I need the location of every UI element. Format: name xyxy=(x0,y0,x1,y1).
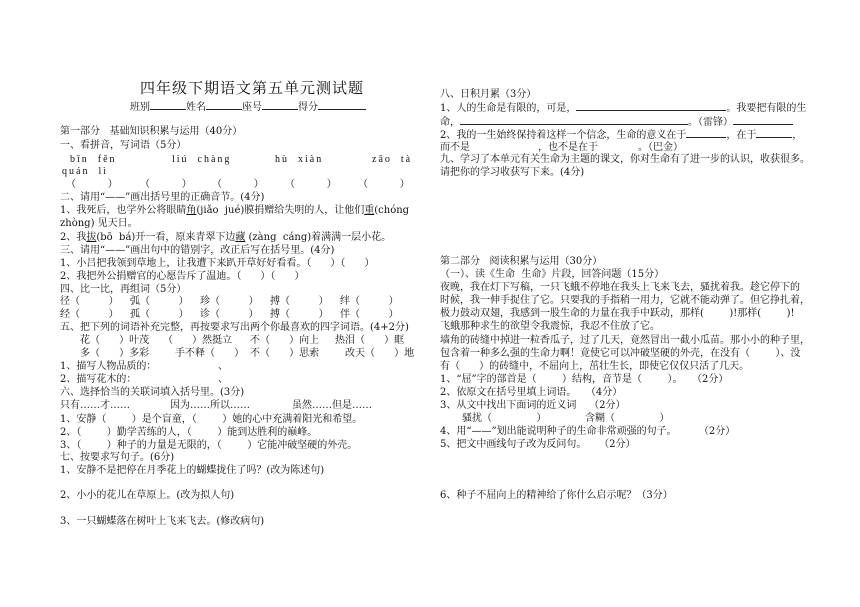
q3-sentence-2: 2、我把外公捐赠官的心愿告斥了温迪。（ ）（ ） xyxy=(60,271,305,282)
idiom-item: 手不释（ ） xyxy=(175,348,245,359)
fill-blank xyxy=(576,101,726,111)
word-pair-item: 径（ ） xyxy=(60,296,119,307)
pinyin-item: bīn fēn xyxy=(70,154,117,165)
reading-question-1: 1、“屈”字的部首是（ ）结构，音节是（ ）。 （2分） xyxy=(440,374,729,385)
q3-title: 三、请用“——”画出句中的错别字，改正后写在括号里。(4分) xyxy=(60,245,335,256)
q6-sentence-1: 1、安静（ ）是个盲童，（ ）她的心中充满着阳光和希望。 xyxy=(60,414,363,425)
q4-title: 四、比一比，再组词（5分） xyxy=(60,284,187,295)
fill-blank xyxy=(756,128,792,138)
q7-sentence-1: 1、安静不是把停在月季花上的蝴蝶拢住了吗？(改为陈述句) xyxy=(60,465,325,476)
passage-line: 墙角的砖缝中掉进一粒香瓜子，过了几天，竟然冒出一截小瓜苗。那小小的种子里， xyxy=(440,335,810,346)
idiom-item: 不（ ）向上 xyxy=(250,335,320,346)
reading-question-3: 3、从文中找出下面词的近义词 （2分） xyxy=(440,400,626,411)
sentence-text: 而不是 xyxy=(440,142,470,153)
fill-gap xyxy=(470,141,538,150)
passage-line: 包含着一种多么强的生命力啊！竟使它可以冲破坚硬的外壳，在没有（ ）、没 xyxy=(440,348,801,359)
reading-title: （一）、读《生命 生命》片段，回答问题（15分） xyxy=(440,269,665,280)
sentence-text: 1、人的生命是有限的，可是， xyxy=(440,103,577,114)
passage-line: 极力鼓动双翅，我感到一股生命的力量在我手中跃动，那样( )!那样( )! xyxy=(440,308,795,319)
student-info-line xyxy=(130,100,366,114)
class-label: 班别 xyxy=(130,102,150,113)
q5-separator: 、 xyxy=(218,361,228,372)
synonym-item: 含糊（ ） xyxy=(585,413,670,424)
answer-box: （ ） xyxy=(140,179,192,190)
reading-question-4: 4、用“——”划出能说明种子的生命非常顽强的句子。 （2分） xyxy=(440,426,736,437)
q6-sentence-3: 3、（ ）种子的力量是无限的，（ ）它能冲破坚硬的外壳。 xyxy=(60,440,358,451)
fill-blank xyxy=(206,100,242,110)
q2-title: 二、请用“——”画出括号里的正确音节。(4分) xyxy=(60,192,265,203)
sentence-text: 2、我 xyxy=(60,232,87,243)
name-label: 姓名 xyxy=(186,102,206,113)
q5-answer-1: 1、描写人物品质的： xyxy=(60,361,157,372)
q7-sentence-2: 2、小小的花儿在草原上。(改为拟人句) xyxy=(60,490,235,501)
q8-line-1 xyxy=(440,101,806,115)
fill-blank xyxy=(150,100,186,110)
answer-box: （ ） xyxy=(358,179,410,190)
word-pair-item: 孤（ ） xyxy=(130,309,189,320)
fill-blank xyxy=(460,115,688,125)
word-pair-item: 弧（ ） xyxy=(130,296,189,307)
sentence-text: (chóng xyxy=(374,205,410,216)
fill-blank xyxy=(733,115,793,125)
q9-prompt: 请把你的学习收获写下来。(4分) xyxy=(440,167,585,178)
q1-title: 一、看拼音，写词语（5分） xyxy=(60,140,187,151)
seat-label: 座号 xyxy=(242,102,262,113)
answer-box: （ ） xyxy=(285,179,337,190)
word-pair-item: 诊（ ） xyxy=(200,309,259,320)
q2-sentence-1-cont: zhòng) 见天日。 xyxy=(60,218,138,229)
q8-line-4 xyxy=(440,141,683,154)
conjunction-option: 只有……才…… xyxy=(60,400,130,411)
idiom-item: 花（ ）叶茂 xyxy=(80,335,150,346)
q8-line-3 xyxy=(440,128,802,142)
sentence-text: ，在于 xyxy=(726,130,757,141)
sentence-text: 命， xyxy=(440,117,460,128)
q8-line-2 xyxy=(440,115,793,129)
sentence-text: 1、我死后，也学外公将眼睛 xyxy=(60,205,187,216)
idiom-item: 不（ ）思索 xyxy=(250,348,320,359)
fill-gap xyxy=(598,141,638,150)
sentence-text: (bō bá)开一看，原来青翠下边 xyxy=(96,232,236,243)
underlined-char: 角 xyxy=(186,205,197,216)
underlined-char: 重 xyxy=(364,205,375,216)
q7-title: 七、按要求写句子。(6分) xyxy=(60,452,175,463)
fill-blank xyxy=(686,128,726,138)
underlined-char: 藏 xyxy=(235,232,246,243)
q8-title: 八、日积月累（3分） xyxy=(440,89,537,100)
q6-sentence-2: 2、（ ）勤学苦练的人，（ ）能到达胜利的巅峰。 xyxy=(60,427,318,438)
q2-sentence-2 xyxy=(60,232,391,244)
underlined-char: 拔 xyxy=(86,232,97,243)
word-pair-item: 绊（ ） xyxy=(340,296,399,307)
q7-sentence-3: 3、一只蝴蝶落在树叶上飞来飞去。(修改病句) xyxy=(60,516,265,527)
word-pair-item: 搏（ ） xyxy=(270,296,329,307)
passage-line: 有（ ）的砖缝中，不屈向上，茁壮生长，即使它仅仅只活了几天。 xyxy=(440,361,750,372)
sentence-text: 。（雷锋） xyxy=(688,117,733,128)
reading-question-2: 2、依原文在括号里填上词语。 （4分） xyxy=(440,387,623,398)
score-label: 得分 xyxy=(298,102,318,113)
synonym-item: 骚扰（ ） xyxy=(462,413,547,424)
sentence-text: 。我要把有限的生 xyxy=(726,103,807,114)
q3-sentence-1: 1、小吕把我领到草地上，让我遭下来趴开草好好看看。（ ）（ ） xyxy=(60,258,375,269)
pinyin-item: quán lì xyxy=(62,166,108,177)
q5-title: 五、把下列的词语补充完整，再按要求写出两个你最喜欢的四字词语。(4+2分) xyxy=(60,322,409,333)
sentence-text: (jiǎo jué)膜捐赠给失明的人，让他们 xyxy=(196,205,365,216)
pinyin-item: liú chàng xyxy=(172,154,232,165)
passage-line: 时候，我一伸手捉住了它。只要我的手指稍一用力，它就不能动弹了。但它挣扎着， xyxy=(440,295,810,306)
pinyin-item: zāo tà xyxy=(372,154,413,165)
pinyin-item: hù xiàn xyxy=(275,154,324,165)
reading-question-6: 6、种子不屈向上的精神给了你什么启示呢？（3分） xyxy=(440,490,673,501)
exam-title: 四年级下期语文第五单元测试题 xyxy=(140,79,365,97)
q2-sentence-1 xyxy=(60,205,409,217)
word-pair-item: 经（ ） xyxy=(60,309,119,320)
sentence-text: 2、我的一生始终保持着这样一个信念，生命的意义在于 xyxy=(440,130,687,141)
word-pair-item: 珍（ ） xyxy=(200,296,259,307)
idiom-item: （ ）然挺立 xyxy=(163,335,233,346)
conjunction-option: 因为……所以…… xyxy=(170,400,250,411)
reading-question-5: 5、把文中画线句子改为反问句。 （2分） xyxy=(440,439,636,450)
part1-heading: 第一部分 基础知识积累与运用（40分） xyxy=(60,126,243,137)
idiom-item: 多（ ）多彩 xyxy=(80,348,150,359)
part2-heading: 第二部分 阅读积累与运用（30分） xyxy=(440,256,603,267)
q9-title: 九、学习了本单元有关生命为主题的课文，你对生命有了进一步的认识，收获很多。 xyxy=(440,154,810,165)
sentence-text: ， xyxy=(792,130,803,141)
passage-line: 夜晚，我在灯下写稿，一只飞蛾不停地在我头上飞来飞去，骚扰着我。趁它停下的 xyxy=(440,282,800,293)
sentence-text: (zàng cáng)着满满一层小花。 xyxy=(245,232,392,243)
q6-title: 六、选择恰当的关联词填入括号里。(3分) xyxy=(60,387,245,398)
idiom-item: 改天（ ）地 xyxy=(345,348,415,359)
conjunction-option: 虽然……但是…… xyxy=(292,400,372,411)
sentence-text: ，也不是在于 xyxy=(538,142,598,153)
idiom-item: 热泪（ ）眶 xyxy=(335,335,405,346)
fill-blank xyxy=(318,100,366,110)
sentence-text: 。（巴金） xyxy=(638,142,683,153)
answer-box: （ ） xyxy=(212,179,264,190)
passage-line: 飞蛾那种求生的欲望令我震惊，我忍不住放了它。 xyxy=(440,321,660,332)
q5-separator: 、 xyxy=(218,374,228,385)
q5-answer-2: 2、描写花木的： xyxy=(60,374,137,385)
word-pair-item: 伴（ ） xyxy=(340,309,399,320)
answer-box: （ ） xyxy=(66,179,118,190)
fill-blank xyxy=(262,100,298,110)
word-pair-item: 搏（ ） xyxy=(270,309,329,320)
